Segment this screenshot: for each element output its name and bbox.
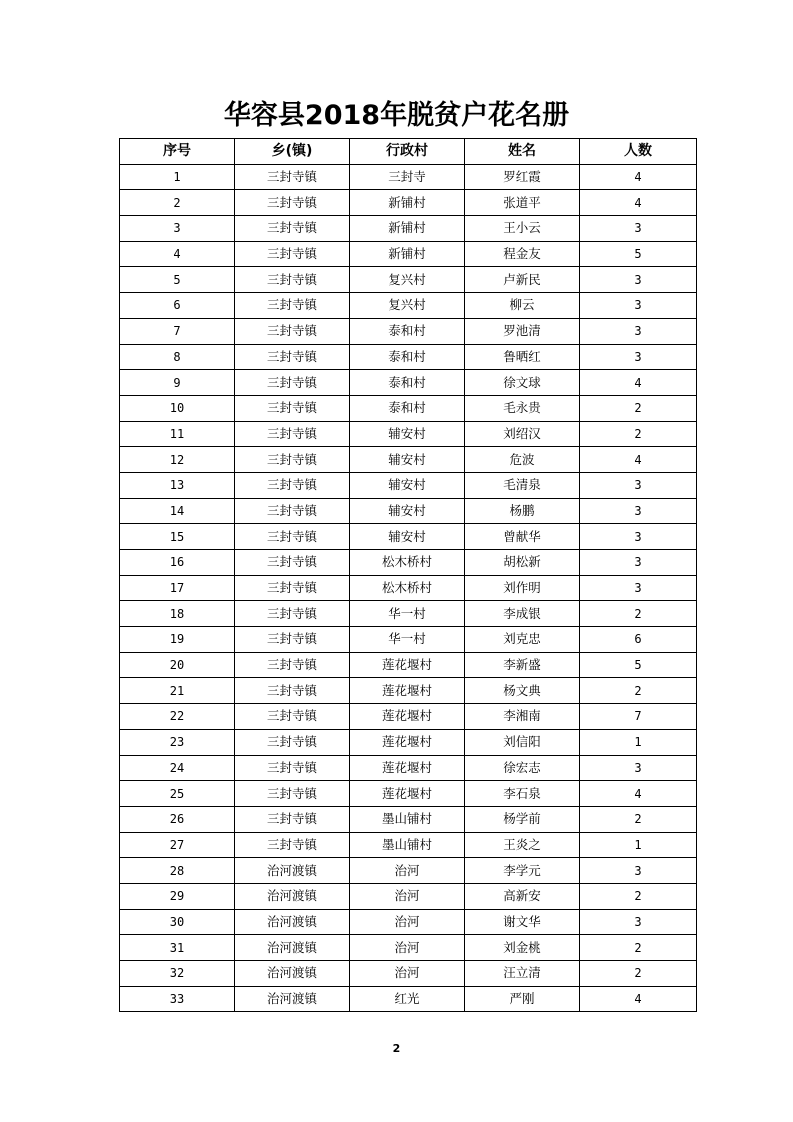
serial-cell: 22	[120, 704, 235, 730]
table-row	[120, 216, 697, 242]
township-cell: 三封寺镇	[235, 395, 350, 421]
name-cell: 罗池清	[465, 318, 580, 344]
table-row	[120, 190, 697, 216]
table-row	[120, 241, 697, 267]
township-cell: 三封寺镇	[235, 832, 350, 858]
household-size-cell: 5	[580, 652, 697, 678]
table-row	[120, 293, 697, 319]
household-size-cell: 2	[580, 601, 697, 627]
village-cell: 三封寺	[350, 164, 465, 190]
village-cell: 莲花堰村	[350, 704, 465, 730]
name-cell: 程金友	[465, 241, 580, 267]
table-row	[120, 447, 697, 473]
name-cell: 柳云	[465, 293, 580, 319]
table-row	[120, 318, 697, 344]
serial-cell: 17	[120, 575, 235, 601]
table-row	[120, 524, 697, 550]
name-cell: 李湘南	[465, 704, 580, 730]
name-cell: 毛清泉	[465, 472, 580, 498]
name-cell: 高新安	[465, 883, 580, 909]
table-row	[120, 370, 697, 396]
serial-cell: 30	[120, 909, 235, 935]
township-cell: 三封寺镇	[235, 216, 350, 242]
household-size-cell: 5	[580, 241, 697, 267]
township-cell: 三封寺镇	[235, 498, 350, 524]
village-cell: 莲花堰村	[350, 755, 465, 781]
serial-cell: 10	[120, 395, 235, 421]
village-cell: 辅安村	[350, 447, 465, 473]
name-cell: 毛永贵	[465, 395, 580, 421]
name-cell: 杨学前	[465, 806, 580, 832]
name-cell: 李学元	[465, 858, 580, 884]
village-cell: 墨山铺村	[350, 832, 465, 858]
column-header-serial: 序号	[120, 139, 235, 165]
household-size-cell: 3	[580, 216, 697, 242]
township-cell: 三封寺镇	[235, 627, 350, 653]
village-cell: 松木桥村	[350, 575, 465, 601]
table-row	[120, 627, 697, 653]
household-size-cell: 3	[580, 550, 697, 576]
village-cell: 华一村	[350, 601, 465, 627]
table-row	[120, 961, 697, 987]
name-cell: 李石泉	[465, 781, 580, 807]
township-cell: 三封寺镇	[235, 267, 350, 293]
village-cell: 治河	[350, 935, 465, 961]
township-cell: 三封寺镇	[235, 293, 350, 319]
township-cell: 三封寺镇	[235, 190, 350, 216]
serial-cell: 13	[120, 472, 235, 498]
household-size-cell: 3	[580, 575, 697, 601]
household-size-cell: 3	[580, 293, 697, 319]
village-cell: 泰和村	[350, 344, 465, 370]
village-cell: 治河	[350, 961, 465, 987]
name-cell: 徐文球	[465, 370, 580, 396]
household-size-cell: 3	[580, 472, 697, 498]
household-size-cell: 4	[580, 190, 697, 216]
name-cell: 刘克忠	[465, 627, 580, 653]
table-row	[120, 344, 697, 370]
village-cell: 辅安村	[350, 524, 465, 550]
serial-cell: 31	[120, 935, 235, 961]
village-cell: 墨山铺村	[350, 806, 465, 832]
township-cell: 三封寺镇	[235, 524, 350, 550]
household-size-cell: 1	[580, 729, 697, 755]
serial-cell: 14	[120, 498, 235, 524]
serial-cell: 32	[120, 961, 235, 987]
serial-cell: 1	[120, 164, 235, 190]
village-cell: 治河	[350, 909, 465, 935]
page-number: 2	[392, 1042, 401, 1055]
village-cell: 新铺村	[350, 190, 465, 216]
serial-cell: 9	[120, 370, 235, 396]
column-header-village: 行政村	[350, 139, 465, 165]
table-row	[120, 704, 697, 730]
township-cell: 治河渡镇	[235, 935, 350, 961]
poverty-household-roster-table	[119, 138, 697, 1012]
household-size-cell: 3	[580, 344, 697, 370]
serial-cell: 7	[120, 318, 235, 344]
table-row	[120, 832, 697, 858]
column-header-name: 姓名	[465, 139, 580, 165]
name-cell: 严刚	[465, 986, 580, 1012]
township-cell: 三封寺镇	[235, 601, 350, 627]
household-size-cell: 2	[580, 883, 697, 909]
village-cell: 辅安村	[350, 421, 465, 447]
name-cell: 胡松新	[465, 550, 580, 576]
table-header-row	[120, 139, 697, 165]
table-row	[120, 858, 697, 884]
township-cell: 三封寺镇	[235, 652, 350, 678]
township-cell: 治河渡镇	[235, 858, 350, 884]
household-size-cell: 2	[580, 421, 697, 447]
village-cell: 莲花堰村	[350, 729, 465, 755]
township-cell: 三封寺镇	[235, 678, 350, 704]
village-cell: 治河	[350, 883, 465, 909]
household-size-cell: 3	[580, 267, 697, 293]
household-size-cell: 4	[580, 781, 697, 807]
serial-cell: 18	[120, 601, 235, 627]
serial-cell: 11	[120, 421, 235, 447]
serial-cell: 27	[120, 832, 235, 858]
village-cell: 泰和村	[350, 395, 465, 421]
name-cell: 杨文典	[465, 678, 580, 704]
serial-cell: 33	[120, 986, 235, 1012]
table-row	[120, 909, 697, 935]
village-cell: 莲花堰村	[350, 678, 465, 704]
serial-cell: 29	[120, 883, 235, 909]
serial-cell: 5	[120, 267, 235, 293]
village-cell: 辅安村	[350, 498, 465, 524]
table-row	[120, 164, 697, 190]
table-row	[120, 550, 697, 576]
household-size-cell: 4	[580, 370, 697, 396]
table-row	[120, 472, 697, 498]
township-cell: 三封寺镇	[235, 421, 350, 447]
name-cell: 卢新民	[465, 267, 580, 293]
township-cell: 三封寺镇	[235, 806, 350, 832]
table-row	[120, 729, 697, 755]
village-cell: 华一村	[350, 627, 465, 653]
household-size-cell: 3	[580, 524, 697, 550]
name-cell: 谢文华	[465, 909, 580, 935]
table-body	[120, 164, 697, 1012]
name-cell: 曾献华	[465, 524, 580, 550]
household-size-cell: 2	[580, 806, 697, 832]
serial-cell: 24	[120, 755, 235, 781]
table-row	[120, 652, 697, 678]
table-row	[120, 421, 697, 447]
household-size-cell: 3	[580, 909, 697, 935]
name-cell: 汪立清	[465, 961, 580, 987]
household-size-cell: 3	[580, 858, 697, 884]
township-cell: 三封寺镇	[235, 729, 350, 755]
name-cell: 王炎之	[465, 832, 580, 858]
township-cell: 治河渡镇	[235, 961, 350, 987]
village-cell: 辅安村	[350, 472, 465, 498]
serial-cell: 3	[120, 216, 235, 242]
name-cell: 刘金桃	[465, 935, 580, 961]
name-cell: 罗红霞	[465, 164, 580, 190]
serial-cell: 2	[120, 190, 235, 216]
township-cell: 三封寺镇	[235, 755, 350, 781]
township-cell: 三封寺镇	[235, 318, 350, 344]
name-cell: 杨鹏	[465, 498, 580, 524]
township-cell: 三封寺镇	[235, 344, 350, 370]
village-cell: 新铺村	[350, 216, 465, 242]
table-row	[120, 395, 697, 421]
table-row	[120, 883, 697, 909]
village-cell: 莲花堰村	[350, 652, 465, 678]
serial-cell: 23	[120, 729, 235, 755]
serial-cell: 19	[120, 627, 235, 653]
name-cell: 刘绍汉	[465, 421, 580, 447]
household-size-cell: 2	[580, 935, 697, 961]
serial-cell: 16	[120, 550, 235, 576]
village-cell: 新铺村	[350, 241, 465, 267]
serial-cell: 21	[120, 678, 235, 704]
village-cell: 复兴村	[350, 293, 465, 319]
name-cell: 刘作明	[465, 575, 580, 601]
serial-cell: 20	[120, 652, 235, 678]
township-cell: 三封寺镇	[235, 370, 350, 396]
serial-cell: 28	[120, 858, 235, 884]
table-row	[120, 498, 697, 524]
serial-cell: 4	[120, 241, 235, 267]
table-row	[120, 781, 697, 807]
column-header-township: 乡(镇)	[235, 139, 350, 165]
village-cell: 松木桥村	[350, 550, 465, 576]
village-cell: 红光	[350, 986, 465, 1012]
household-size-cell: 3	[580, 498, 697, 524]
table-row	[120, 806, 697, 832]
table-row	[120, 755, 697, 781]
village-cell: 泰和村	[350, 318, 465, 344]
township-cell: 治河渡镇	[235, 883, 350, 909]
table-row	[120, 267, 697, 293]
serial-cell: 6	[120, 293, 235, 319]
township-cell: 三封寺镇	[235, 781, 350, 807]
household-size-cell: 3	[580, 755, 697, 781]
village-cell: 复兴村	[350, 267, 465, 293]
household-size-cell: 1	[580, 832, 697, 858]
document-title: 华容县2018年脱贫户花名册	[223, 100, 570, 131]
serial-cell: 26	[120, 806, 235, 832]
village-cell: 莲花堰村	[350, 781, 465, 807]
table-row	[120, 575, 697, 601]
household-size-cell: 2	[580, 961, 697, 987]
township-cell: 三封寺镇	[235, 164, 350, 190]
township-cell: 三封寺镇	[235, 241, 350, 267]
name-cell: 鲁晒红	[465, 344, 580, 370]
township-cell: 三封寺镇	[235, 550, 350, 576]
table-row	[120, 935, 697, 961]
name-cell: 危波	[465, 447, 580, 473]
table-row	[120, 601, 697, 627]
township-cell: 治河渡镇	[235, 909, 350, 935]
name-cell: 刘信阳	[465, 729, 580, 755]
township-cell: 三封寺镇	[235, 575, 350, 601]
household-size-cell: 2	[580, 395, 697, 421]
serial-cell: 8	[120, 344, 235, 370]
household-size-cell: 4	[580, 986, 697, 1012]
serial-cell: 15	[120, 524, 235, 550]
township-cell: 三封寺镇	[235, 447, 350, 473]
table-row	[120, 986, 697, 1012]
township-cell: 三封寺镇	[235, 472, 350, 498]
household-size-cell: 2	[580, 678, 697, 704]
household-size-cell: 3	[580, 318, 697, 344]
township-cell: 三封寺镇	[235, 704, 350, 730]
household-size-cell: 7	[580, 704, 697, 730]
name-cell: 徐宏志	[465, 755, 580, 781]
name-cell: 李新盛	[465, 652, 580, 678]
village-cell: 泰和村	[350, 370, 465, 396]
household-size-cell: 4	[580, 164, 697, 190]
household-size-cell: 6	[580, 627, 697, 653]
name-cell: 张道平	[465, 190, 580, 216]
serial-cell: 25	[120, 781, 235, 807]
name-cell: 王小云	[465, 216, 580, 242]
name-cell: 李成银	[465, 601, 580, 627]
household-size-cell: 4	[580, 447, 697, 473]
serial-cell: 12	[120, 447, 235, 473]
village-cell: 治河	[350, 858, 465, 884]
table-row	[120, 678, 697, 704]
township-cell: 治河渡镇	[235, 986, 350, 1012]
column-header-household-size: 人数	[580, 139, 697, 165]
